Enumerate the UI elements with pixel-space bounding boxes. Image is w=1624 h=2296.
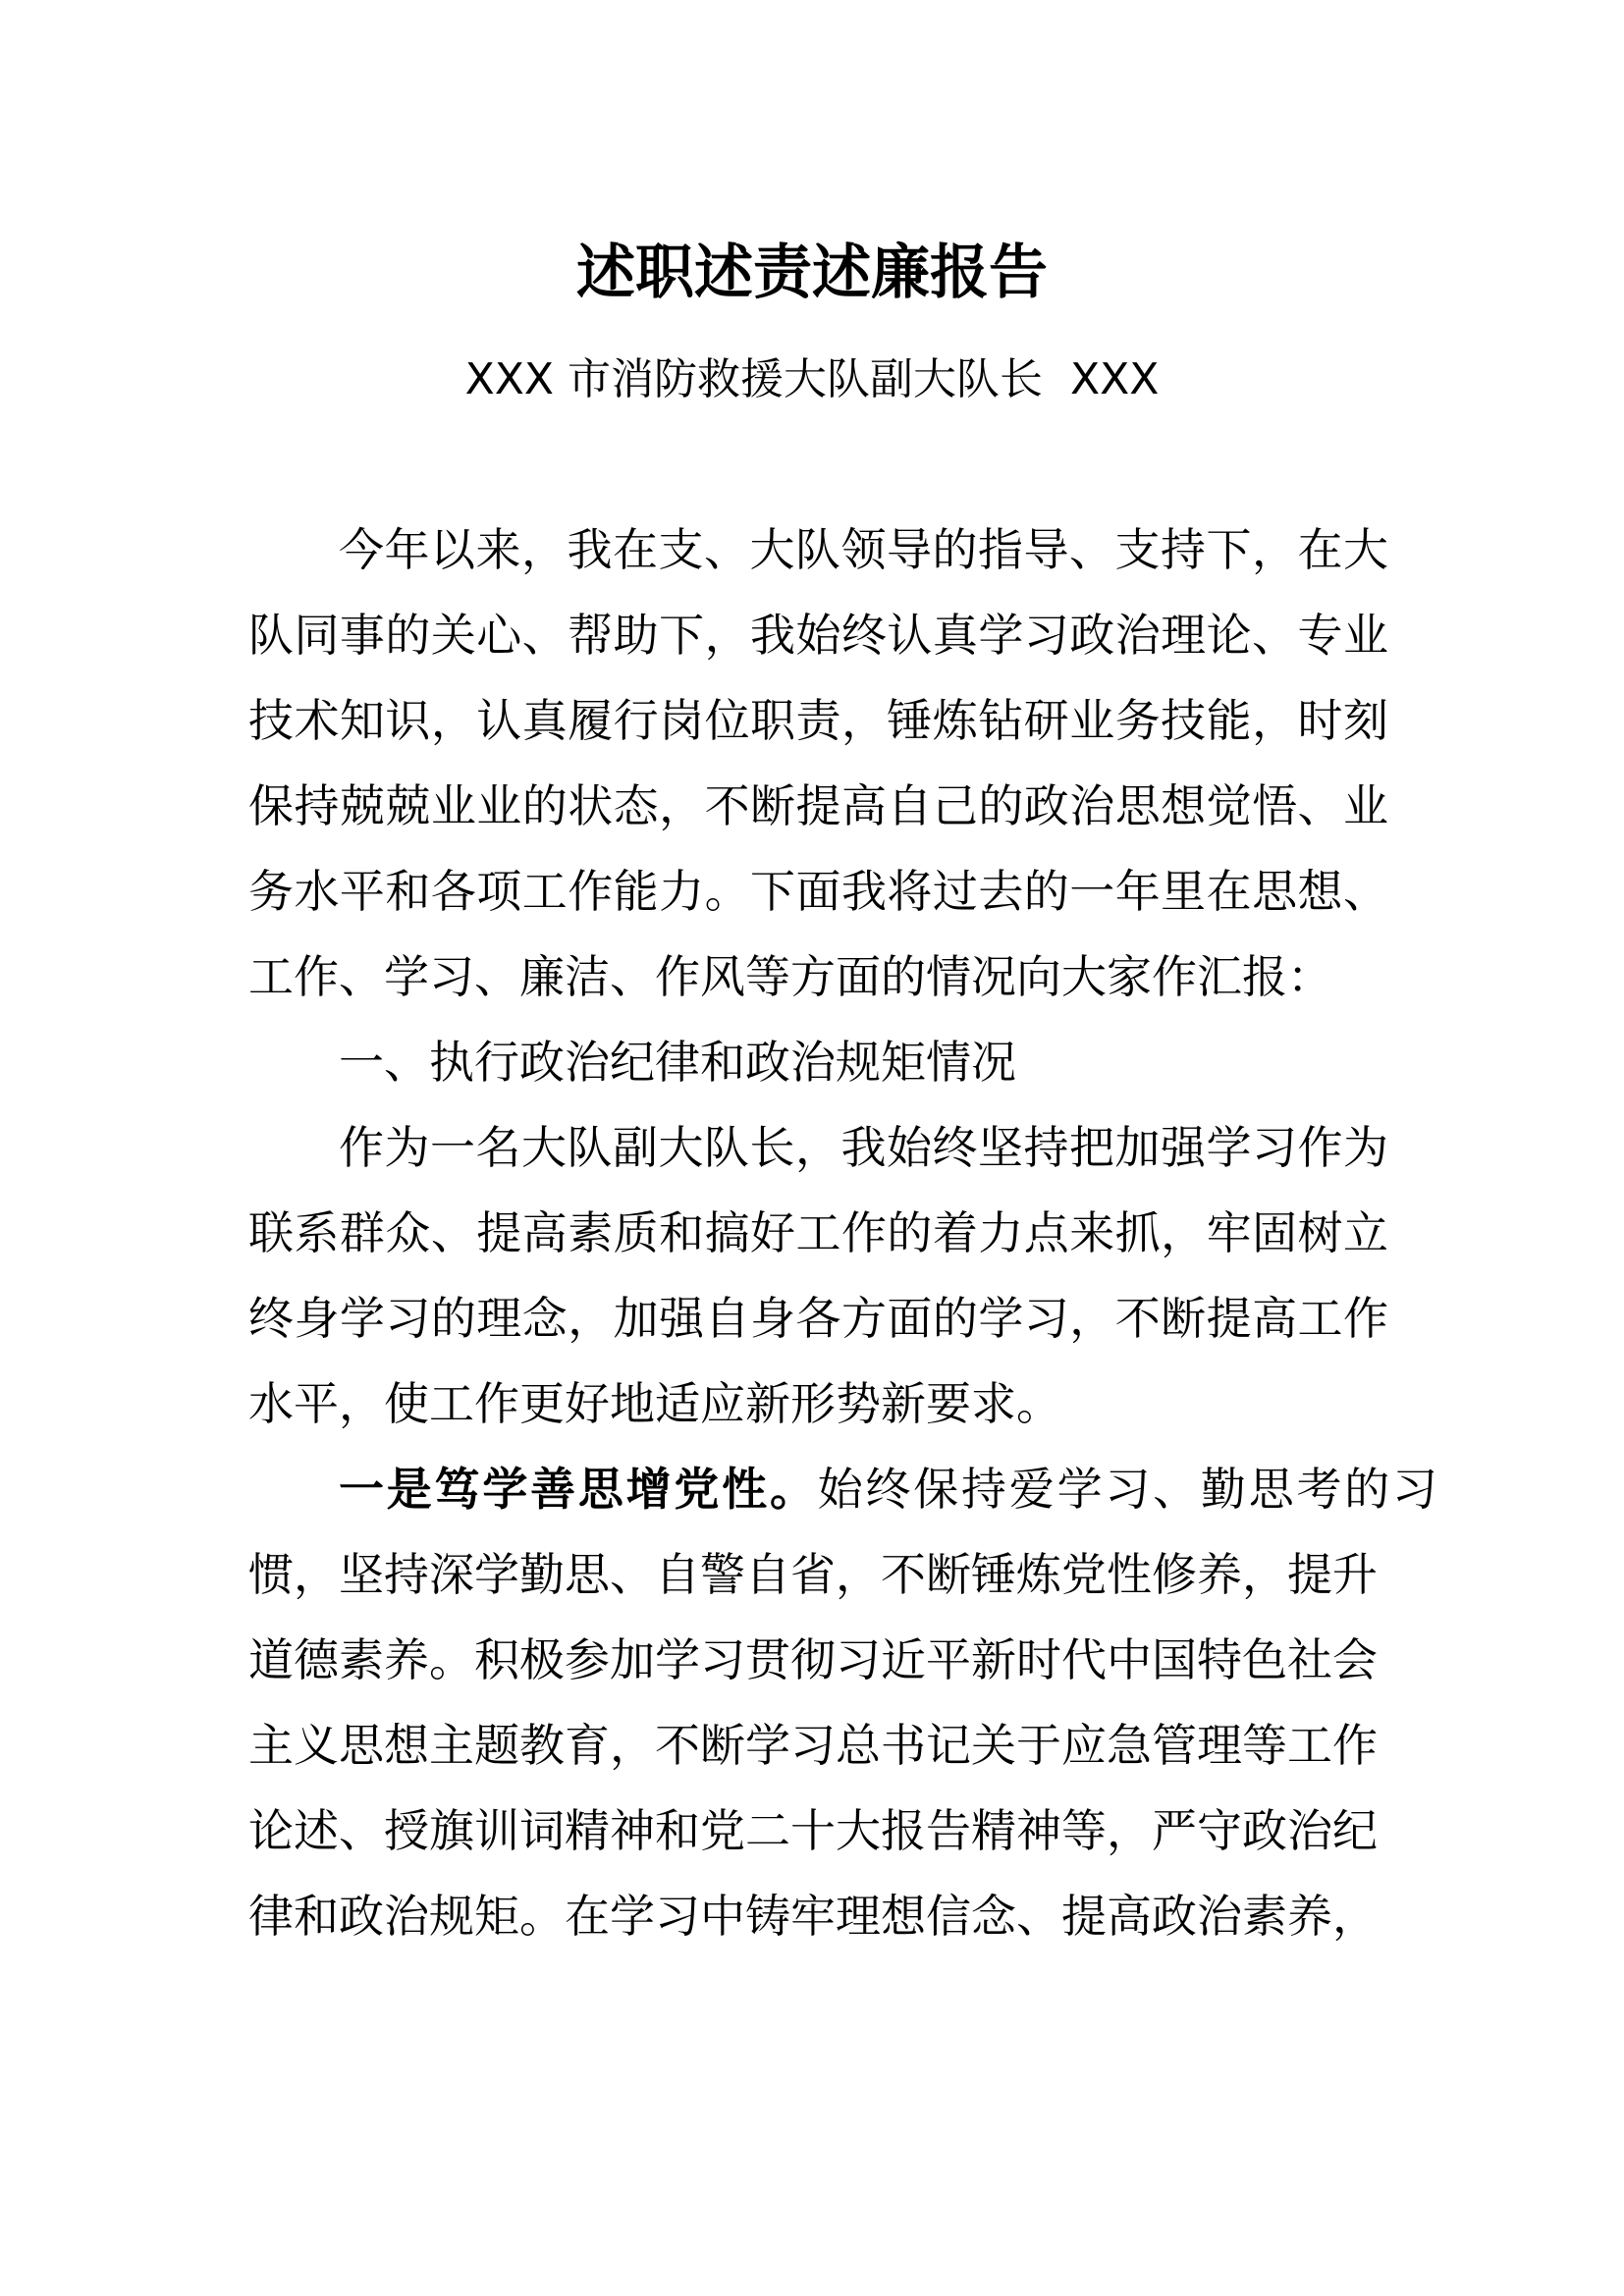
study-paragraph [248,1447,1438,1959]
paragraph-line: 联系群众、提高素质和搞好工作的着力点来抓，牢固树立 [248,1206,1388,1259]
paragraph-line: 惯，坚持深学勤思、自警自省，不断锤炼党性修养，提升 [248,1548,1378,1601]
paragraph-line: 论述、授旗训词精神和党二十大报告精神等，严守政治纪 [248,1804,1378,1857]
paragraph-line: 保持兢兢业业的状态，不断提高自己的政治思想觉悟、业 [248,779,1388,832]
bold-lead: 一是笃学善思增党性。 [339,1463,818,1516]
paragraph-line: 终身学习的理念，加强自身各方面的学习，不断提高工作 [248,1292,1388,1345]
section-heading: 一、执行政治纪律和政治规矩情况 [339,1036,1016,1089]
paragraph-line: 水平，使工作更好地适应新形势新要求。 [248,1377,1061,1430]
paragraph-line: 工作、学习、廉洁、作风等方面的情况向大家作汇报： [248,950,1332,1003]
paragraph-line: 主义思想主题教育，不断学习总书记关于应急管理等工作 [248,1719,1378,1772]
intro-paragraph [248,507,1388,1020]
document-body [248,507,1438,1959]
document-subtitle: XXX 市消防救援大队副大队长 XXX [464,354,1160,404]
section1-paragraph [248,1105,1388,1447]
paragraph-line: 律和政治规矩。在学习中铸牢理想信念、提高政治素养， [248,1890,1378,1943]
paragraph-line [248,1447,1437,1532]
line-text: 始终保持爱学习、勤思考的习 [817,1463,1438,1516]
paragraph-line: 作为一名大队副大队长，我始终坚持把加强学习作为 [339,1121,1388,1174]
paragraph-line: 务水平和各项工作能力。下面我将过去的一年里在思想、 [248,865,1388,918]
paragraph-line: 队同事的关心、帮助下，我始终认真学习政治理论、专业 [248,609,1388,662]
paragraph-line: 技术知识，认真履行岗位职责，锤炼钻研业务技能，时刻 [248,694,1388,747]
document-title: 述职述责述廉报告 [576,239,1048,307]
paragraph-line: 今年以来，我在支、大队领导的指导、支持下，在大 [339,523,1388,576]
paragraph-line: 道德素养。积极参加学习贯彻习近平新时代中国特色社会 [248,1633,1378,1686]
